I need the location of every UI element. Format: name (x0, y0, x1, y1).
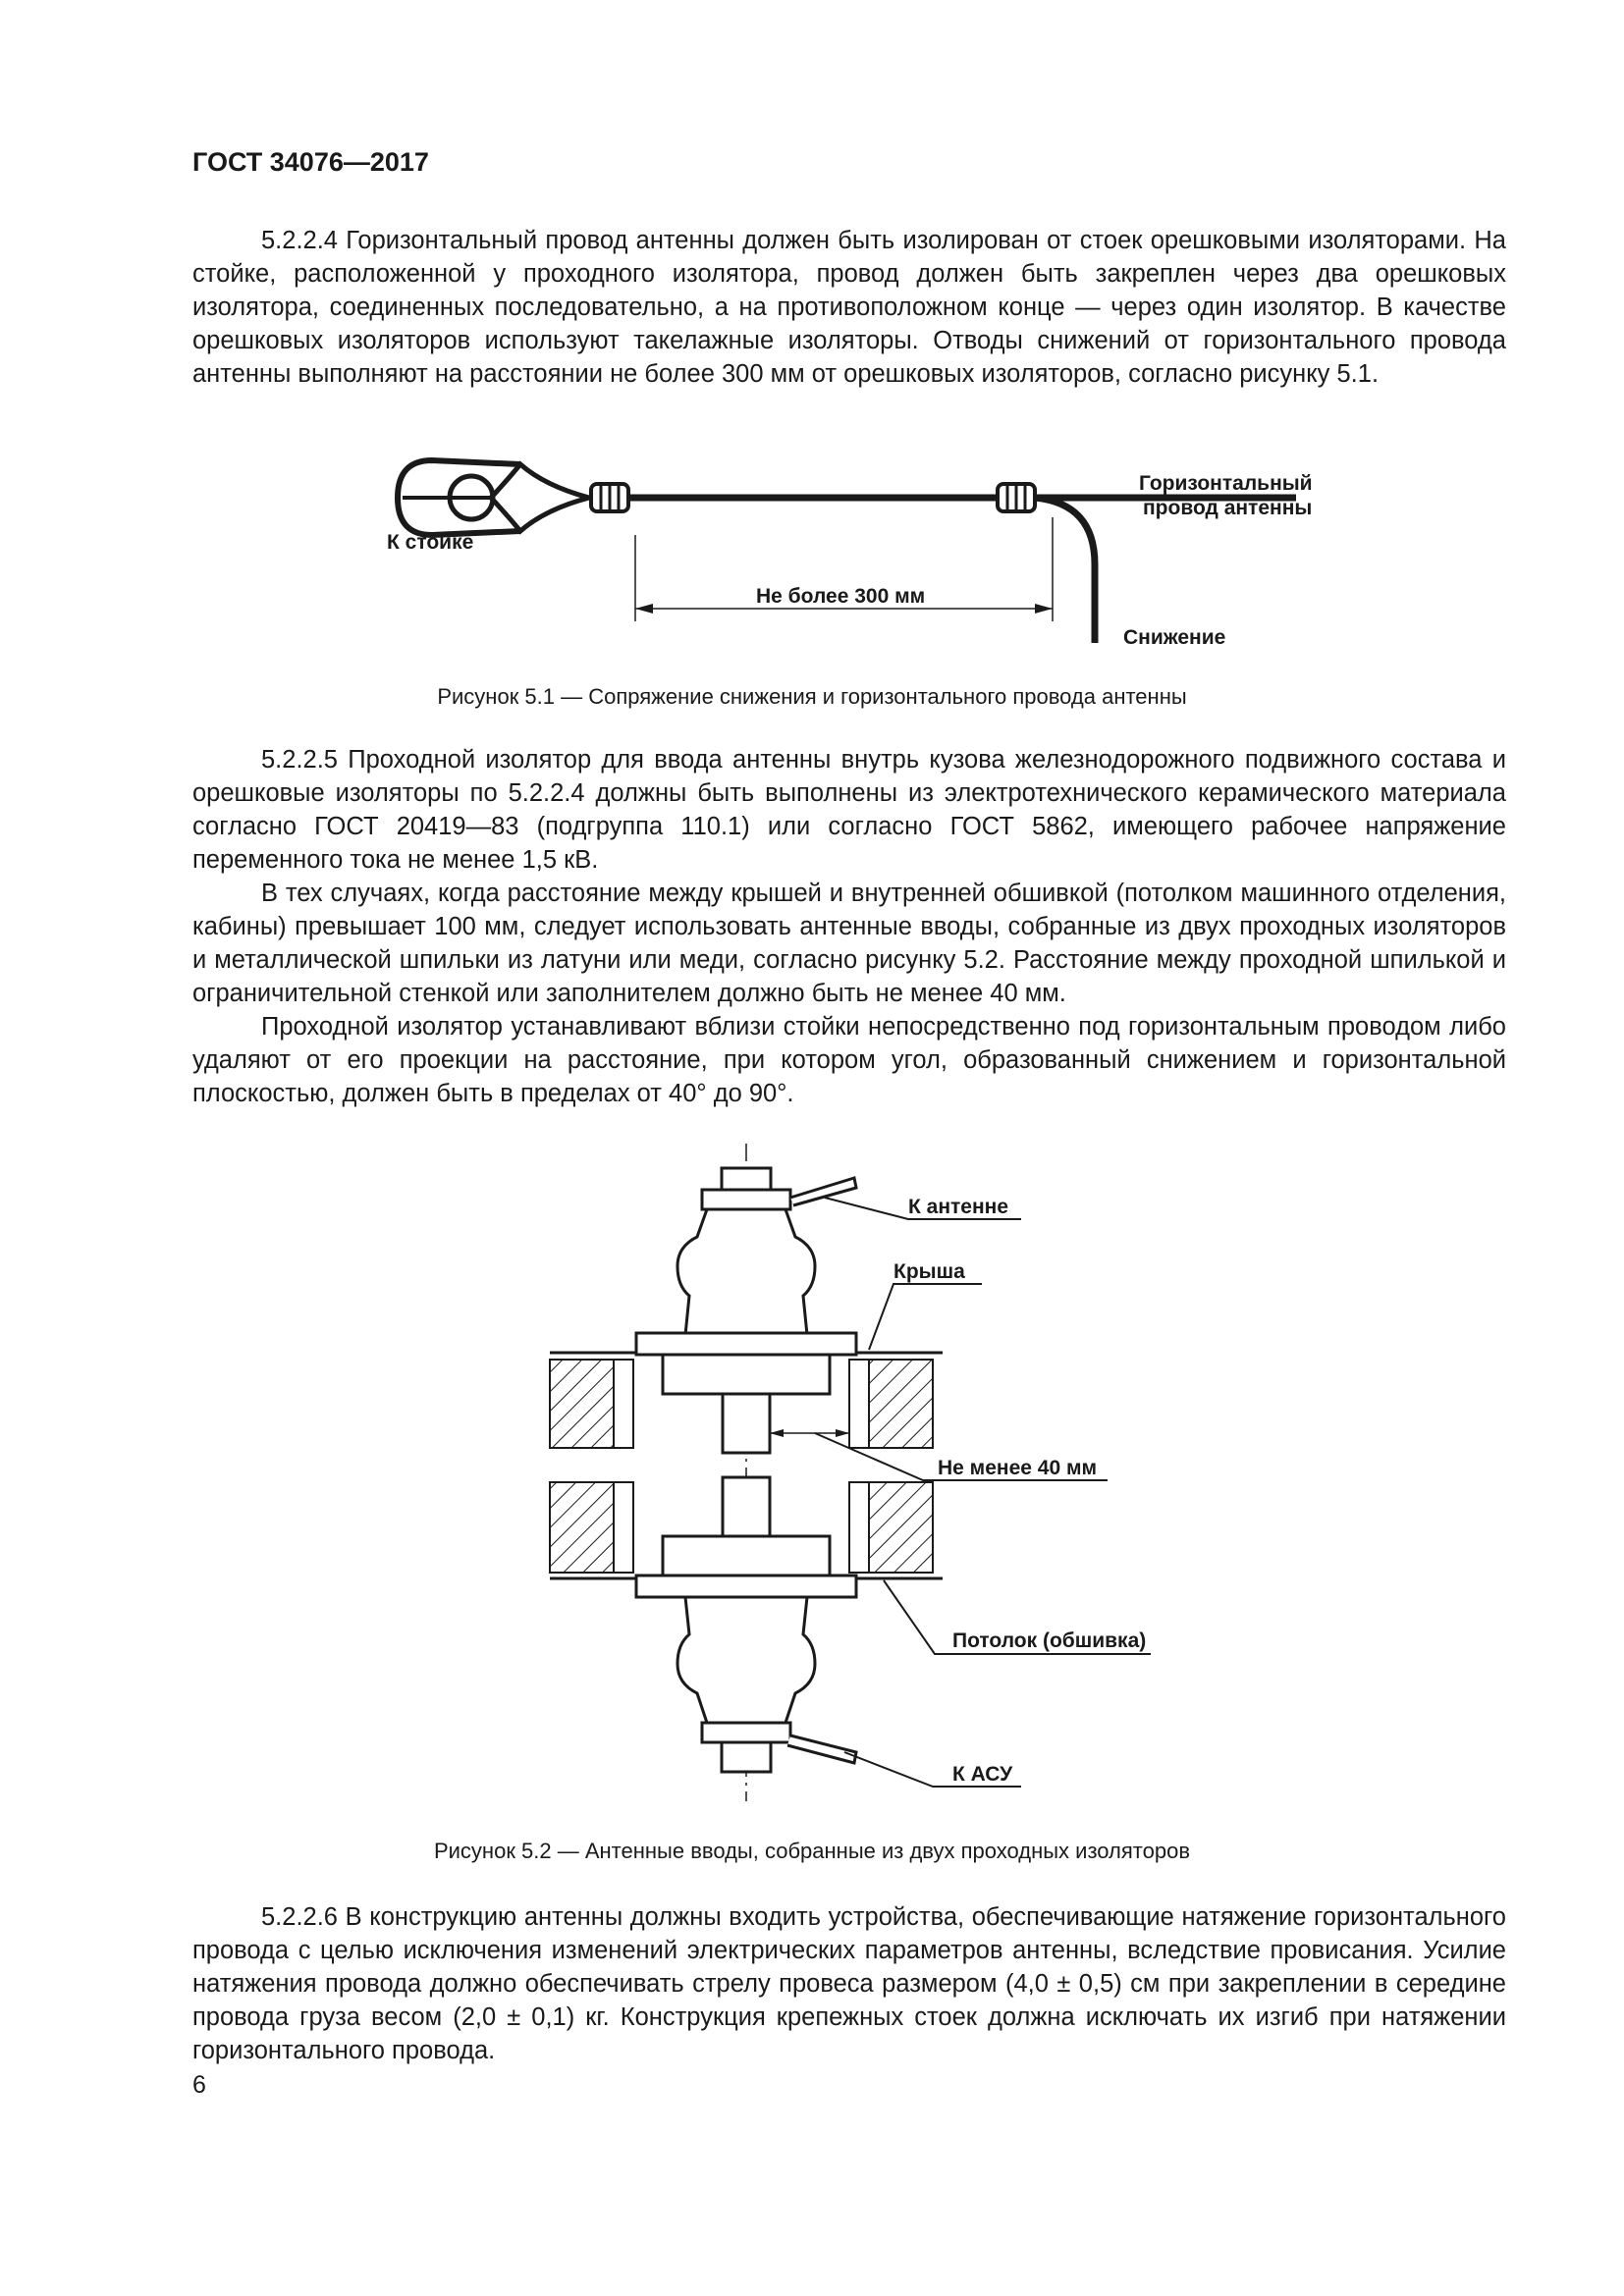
nut-insulator-icon (398, 460, 520, 535)
paragraph-feedthrough-placement: Проходной изолятор устанавливают вблизи стойки непосредственно под горизонтальным проводом либо удаляют от его проекции на расстояние, при котором угол, образованный снижением и горизонтальной плоскостью, должен быть в пределах от 40° до 90°. (192, 1013, 1506, 1107)
paragraph-roof-distance: В тех случаях, когда расстояние между крышей и внутренней обшивкой (потолком машинного отделения, кабины) превышает 100 мм, следует использовать антенные вводы, собранные из двух проходных изоляторов и металлической шпильки из латуни или меди, согласно рисунку 5.2. Расстояние между проходной шпилькой и ограничительной стенкой или заполнителем должно быть не менее 40 мм. (192, 880, 1506, 1007)
figure-5-2-caption: Рисунок 5.2 — Антенные вводы, собранные из двух проходных изоляторов (433, 1839, 1191, 1863)
label-downlead: Снижение (1123, 626, 1226, 649)
paragraph-5-2-2-5: 5.2.2.5 Проходной изолятор для ввода антенны внутрь кузова железнодорожного подвижного состава и орешковые изоляторы по 5.2.2.4 должны быть выполнены из электротехнического керамического материала согласно ГОСТ 20419—83 (подгруппа 110.1) или согласно ГОСТ 5862, имеющего рабочее напряжение переменного тока не менее 1,5 кВ. (192, 746, 1506, 874)
label-ceiling: Потолок (обшивка) (952, 1629, 1147, 1652)
figure-5-2 (530, 1139, 1159, 1806)
upper-insulator-icon (636, 1168, 856, 1453)
page-number: 6 (192, 2071, 206, 2099)
label-post: К стойке (387, 531, 474, 554)
label-horizontal-wire-1: Горизонтальный (1139, 472, 1313, 495)
paragraph-5-2-2-4: 5.2.2.4 Горизонтальный провод антенны должен быть изолирован от стоек орешковыми изоляторами. На стойке, расположенной у проходного изолятора, провод должен быть закреплен через два орешковых изолятора, соединенных последовательно, а на противоположном конце — через один изолятор. В качестве орешковых изоляторов используют такелажные изоляторы. Отводы снижений от горизонтального провода антенны выполняют на расстоянии не более 300 мм от орешковых изоляторов, согласно рисунку 5.1. (192, 227, 1506, 388)
binding-icon (591, 484, 628, 511)
label-to-asu: К АСУ (952, 1763, 1013, 1786)
label-roof: Крыша (893, 1260, 965, 1283)
binding-icon (998, 484, 1035, 511)
figure-5-1-caption: Рисунок 5.1 — Сопряжение снижения и горизонтального провода антенны (437, 684, 1187, 709)
figure-5-1 (373, 447, 1316, 672)
document-number: ГОСТ 34076—2017 (192, 147, 429, 177)
label-horizontal-wire-2: провод антенны (1143, 497, 1313, 519)
label-distance: Не более 300 мм (756, 585, 926, 608)
label-gap: Не менее 40 мм (938, 1457, 1098, 1479)
paragraph-5-2-2-6: 5.2.2.6 В конструкцию антенны должны входить устройства, обеспечивающие натяжение горизонтального провода с целью исключения изменений электрических параметров антенны, вследствие провисания. Усилие натяжения провода должно обеспечивать стрелу провеса размером (4,0 ± 0,5) см при закреплении в середине провода груза весом (2,0 ± 0,1) кг. Конструкция крепежных стоек должна исключать их изгиб при натяжении горизонтального провода. (192, 1903, 1506, 2064)
label-to-antenna: К антенне (908, 1196, 1009, 1218)
lower-insulator-icon (636, 1477, 856, 1772)
